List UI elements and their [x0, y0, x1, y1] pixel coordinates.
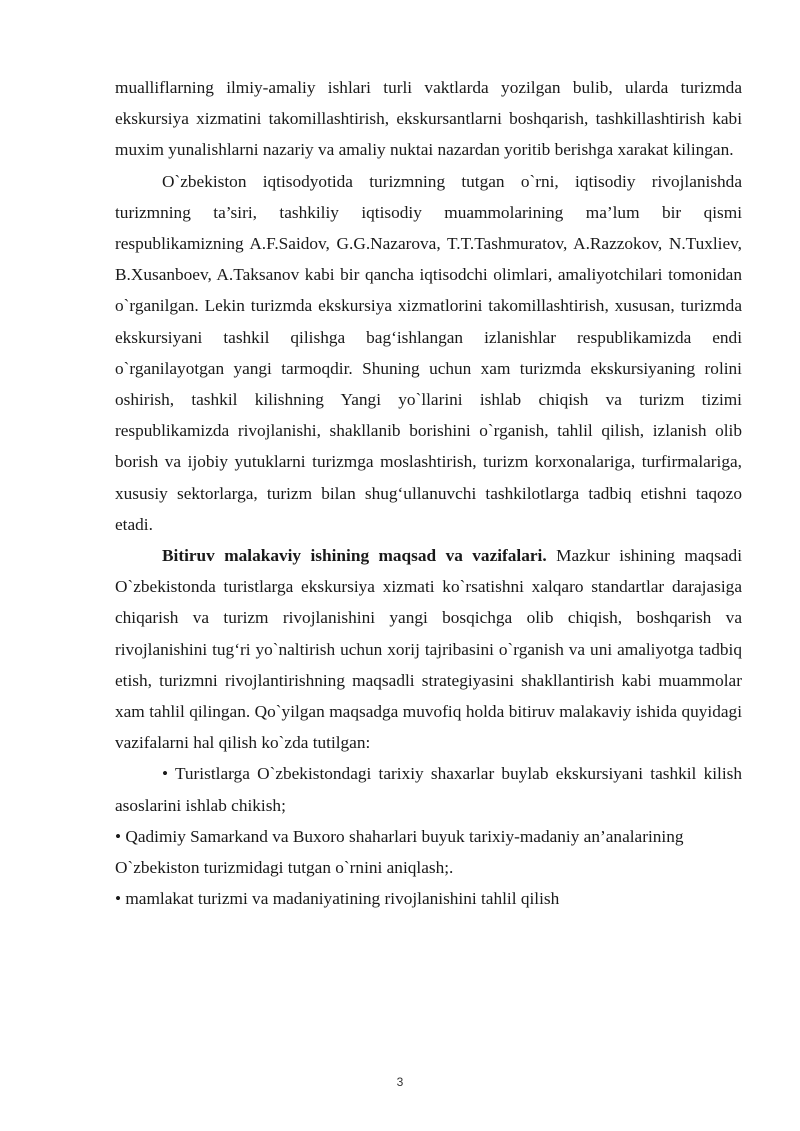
bullet-item-3: • mamlakat turizmi va madaniyatining rivojlanishini tahlil qilish: [115, 889, 560, 909]
section-heading: Bitiruv malakaviy ishining maqsad va vazifalari.: [162, 546, 547, 566]
paragraph-literature: O`zbekiston iqtisodyotida turizmning tutgan o`rni, iqtisodiy rivojlanishda turizmning ta’siri, tashkiliy iqtisodiy muammolarining ma’lum bir qismi respublikamizning A.F.Saidov, G.G.Nazarova, T.T.Tashmuratov, A.Razzokov, N.Tuxliev, B.Xusanboev, A.Taksanov kabi bir qancha iqtisodchi olimlari, amaliyotchilari tomonidan o`rganilgan. Lekin turizmda ekskursiya xizmatlorini takomillashtirish, xususan, turizmda ekskursiyani tashkil qilishga bag‘ishlangan izlanishlar respublikamizda endi o`rganilayotgan yangi tarmoqdir. Shuning uchun xam turizmda ekskursiyaning rolini oshirish, tashkil kilishning Yangi yo`llarini ishlab chiqish va turizm tizimi respublikamizda rivojlanishi, shakllanib borishini o`rganish, tahlil qilish, izlanish olib borish va ijobiy yutuklarni turizmga moslashtirish, turizm korxonalariga, turfirmalariga, xususiy sektorlarga, turizm bilan shug‘ullanuvchi tashkilotlarga tadbiq etishni taqozo etadi.: [115, 171, 742, 534]
paragraph-continuation: mualliflarning ilmiy-amaliy ishlari turli vaktlarda yozilgan bulib, ularda turizmda ekskursiya xizmatini takomillashtirish, ekskursantlarni boshqarish, tashkillashtirish kabi muxim yunalishlarni nazariy va amaliy nuktai nazardan yoritib berishga xarakat kilingan.: [115, 78, 742, 160]
page-body: [115, 72, 742, 914]
bullet-item-2: • Qadimiy Samarkand va Buxoro shaharlari buyuk tarixiy-madaniy an’analarining O`zbekiston turizmidagi tutgan o`rnini aniqlash;.: [115, 826, 684, 878]
page-number: 3: [396, 1075, 404, 1089]
bullet-item-1: • Turistlarga O`zbekistondagi tarixiy shaxarlar buylab ekskursiyani tashkil kilish asoslarini ishlab chikish;: [115, 764, 742, 815]
paragraph-goals: [115, 540, 742, 758]
paragraph-goals-text: Mazkur ishining maqsadi O`zbekistonda turistlarga ekskursiya xizmati ko`rsatishni xalqaro standartlar darajasiga chiqarish va turizm rivojlanishini yangi bosqichga olib chiqish, boshqarish va rivojlanishini tug‘ri yo`naltirish uchun xorij tajribasini o`rganish va uni amaliyotga tadbiq etish, turizmni rivojlantirishning maqsadli strategiyasini shakllantirish kabi muammolar xam tahlil qilingan. Qo`yilgan maqsadga muvofiq holda bitiruv malakaviy ishida quyidagi vazifalarni hal qilish ko`zda tutilgan:: [115, 546, 742, 753]
